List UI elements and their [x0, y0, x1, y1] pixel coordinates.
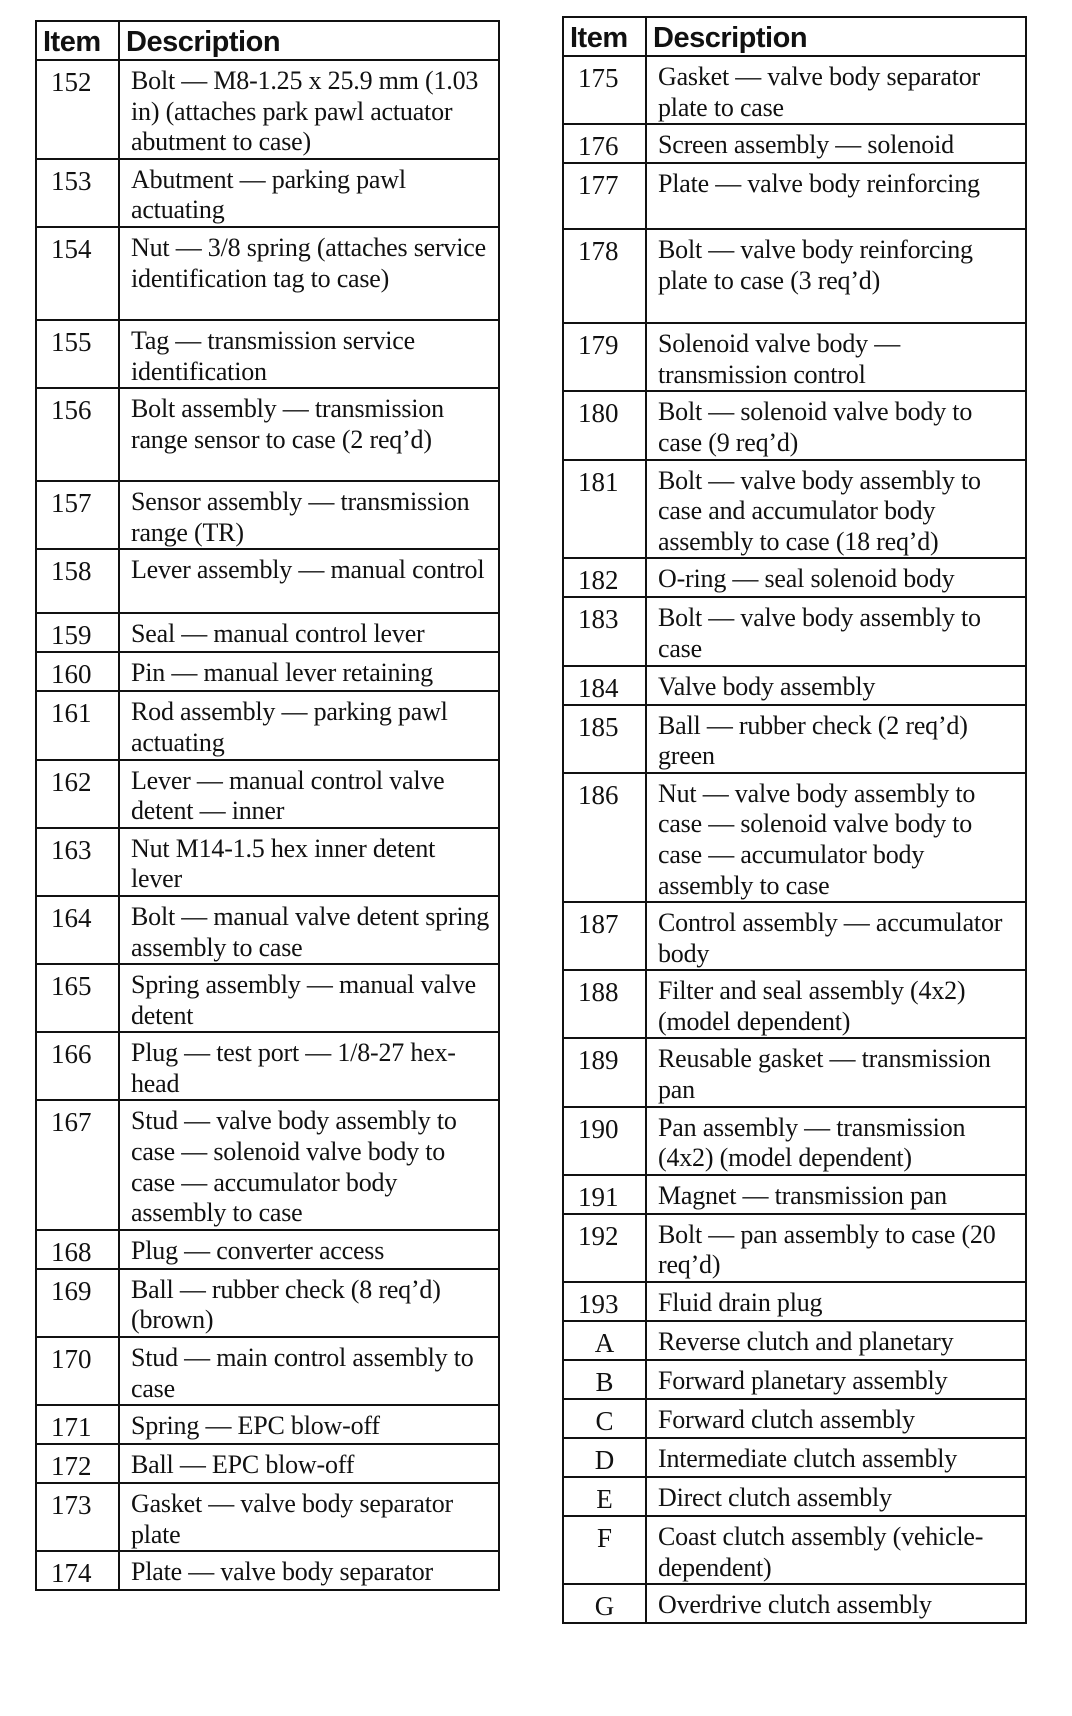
item-number: 152: [36, 60, 119, 159]
item-description: Stud — valve body assembly to case — solenoid valve body to case — accumulator body assembly to case: [119, 1100, 499, 1229]
item-number: 168: [36, 1230, 119, 1269]
item-description: Plate — valve body separator: [119, 1551, 499, 1590]
item-number: D: [563, 1438, 646, 1477]
item-description: Sensor assembly — transmission range (TR): [119, 481, 499, 549]
item-description: Bolt — valve body assembly to case and accumulator body assembly to case (18 req’d): [646, 460, 1026, 559]
item-number: 171: [36, 1405, 119, 1444]
item-description: Gasket — valve body separator plate to case: [646, 56, 1026, 124]
item-number: 170: [36, 1337, 119, 1405]
table-row: [563, 1438, 1026, 1477]
item-number: 174: [36, 1551, 119, 1590]
table-row: [563, 970, 1026, 1038]
table-row: [36, 1444, 499, 1483]
table-row: [563, 1584, 1026, 1623]
item-description: Nut — 3/8 spring (attaches service identification tag to case): [119, 227, 499, 320]
item-description: Reusable gasket — transmission pan: [646, 1038, 1026, 1106]
item-description: Rod assembly — parking pawl actuating: [119, 691, 499, 759]
item-description: Nut — valve body assembly to case — solenoid valve body to case — accumulator body assembly to case: [646, 773, 1026, 902]
item-description: Reverse clutch and planetary: [646, 1321, 1026, 1360]
table-row: [36, 1405, 499, 1444]
table-row: [563, 1038, 1026, 1106]
item-number: 154: [36, 227, 119, 320]
item-description: Spring — EPC blow-off: [119, 1405, 499, 1444]
table-row: [563, 124, 1026, 163]
item-description: Bolt assembly — transmission range sensor to case (2 req’d): [119, 388, 499, 481]
table-row: [563, 1477, 1026, 1516]
table-row: [563, 163, 1026, 229]
table-row: [563, 1107, 1026, 1175]
item-description: Spring assembly — manual valve detent: [119, 964, 499, 1032]
item-number: 156: [36, 388, 119, 481]
item-number: 182: [563, 558, 646, 597]
item-number: 175: [563, 56, 646, 124]
item-number: 163: [36, 828, 119, 896]
table-row: [36, 1100, 499, 1229]
item-description: Solenoid valve body — transmission control: [646, 323, 1026, 391]
item-description: Plug — converter access: [119, 1230, 499, 1269]
item-description: Lever assembly — manual control: [119, 549, 499, 613]
table-row: [36, 549, 499, 613]
item-description: Coast clutch assembly (vehicle-dependent): [646, 1516, 1026, 1584]
item-number: 160: [36, 652, 119, 691]
table-header-row: [563, 17, 1026, 56]
item-description: Seal — manual control lever: [119, 613, 499, 652]
item-number: 187: [563, 902, 646, 970]
table-row: [36, 760, 499, 828]
item-number: 167: [36, 1100, 119, 1229]
table-row: [563, 1175, 1026, 1214]
item-description: Overdrive clutch assembly: [646, 1584, 1026, 1623]
item-description: Pin — manual lever retaining: [119, 652, 499, 691]
item-number: 179: [563, 323, 646, 391]
table-row: [36, 60, 499, 159]
table-row: [563, 229, 1026, 323]
table-row: [563, 1321, 1026, 1360]
item-description: Intermediate clutch assembly: [646, 1438, 1026, 1477]
table-row: [36, 691, 499, 759]
item-description: Direct clutch assembly: [646, 1477, 1026, 1516]
table-row: [36, 1337, 499, 1405]
table-row: [36, 1269, 499, 1337]
table-row: [36, 652, 499, 691]
item-description: Magnet — transmission pan: [646, 1175, 1026, 1214]
item-number: 191: [563, 1175, 646, 1214]
item-number: 161: [36, 691, 119, 759]
table-row: [36, 1483, 499, 1551]
table-row: [36, 1032, 499, 1100]
table-row: [563, 1360, 1026, 1399]
table-row: [36, 828, 499, 896]
item-description: Pan assembly — transmission (4x2) (model dependent): [646, 1107, 1026, 1175]
table-row: [563, 558, 1026, 597]
item-number: 155: [36, 320, 119, 388]
item-description: Fluid drain plug: [646, 1282, 1026, 1321]
item-number: 176: [563, 124, 646, 163]
table-row: [36, 964, 499, 1032]
item-column-header: Item: [563, 17, 646, 56]
item-description: Bolt — manual valve detent spring assembly to case: [119, 896, 499, 964]
item-number: 183: [563, 597, 646, 665]
table-row: [36, 388, 499, 481]
table-row: [563, 56, 1026, 124]
item-number: 188: [563, 970, 646, 1038]
item-description: Nut M14-1.5 hex inner detent lever: [119, 828, 499, 896]
table-row: [36, 896, 499, 964]
item-description: Ball — rubber check (8 req’d) (brown): [119, 1269, 499, 1337]
parts-table-left: [35, 20, 500, 1591]
item-number: 159: [36, 613, 119, 652]
table-header-row: [36, 21, 499, 60]
item-description: Forward clutch assembly: [646, 1399, 1026, 1438]
table-row: [36, 613, 499, 652]
item-number: 177: [563, 163, 646, 229]
item-number: G: [563, 1584, 646, 1623]
item-number: 172: [36, 1444, 119, 1483]
table-row: [36, 1551, 499, 1590]
item-description: Stud — main control assembly to case: [119, 1337, 499, 1405]
item-description: Plug — test port — 1/8-27 hex-head: [119, 1032, 499, 1100]
item-number: 158: [36, 549, 119, 613]
table-row: [563, 1516, 1026, 1584]
item-description: O-ring — seal solenoid body: [646, 558, 1026, 597]
item-number: 165: [36, 964, 119, 1032]
item-description: Forward planetary assembly: [646, 1360, 1026, 1399]
item-description: Bolt — pan assembly to case (20 req’d): [646, 1214, 1026, 1282]
table-row: [36, 1230, 499, 1269]
item-description: Bolt — valve body assembly to case: [646, 597, 1026, 665]
item-description: Valve body assembly: [646, 666, 1026, 705]
item-number: 185: [563, 705, 646, 773]
item-description: Gasket — valve body separator plate: [119, 1483, 499, 1551]
description-column-header: Description: [119, 21, 499, 60]
parts-table-right: [562, 16, 1027, 1624]
item-number: 184: [563, 666, 646, 705]
item-number: 186: [563, 773, 646, 902]
item-description: Plate — valve body reinforcing: [646, 163, 1026, 229]
table-row: [36, 159, 499, 227]
item-description: Abutment — parking pawl actuating: [119, 159, 499, 227]
item-description: Bolt — M8-1.25 x 25.9 mm (1.03 in) (attaches park pawl actuator abutment to case): [119, 60, 499, 159]
table-row: [563, 1282, 1026, 1321]
table-row: [563, 597, 1026, 665]
item-description: Ball — EPC blow-off: [119, 1444, 499, 1483]
item-description: Bolt — valve body reinforcing plate to case (3 req’d): [646, 229, 1026, 323]
table-row: [36, 481, 499, 549]
description-column-header: Description: [646, 17, 1026, 56]
item-number: 178: [563, 229, 646, 323]
table-row: [563, 1399, 1026, 1438]
item-description: Filter and seal assembly (4x2) (model dependent): [646, 970, 1026, 1038]
item-number: A: [563, 1321, 646, 1360]
item-number: 153: [36, 159, 119, 227]
item-number: 169: [36, 1269, 119, 1337]
item-number: 192: [563, 1214, 646, 1282]
item-number: 180: [563, 391, 646, 459]
item-number: C: [563, 1399, 646, 1438]
table-row: [563, 391, 1026, 459]
item-description: Lever — manual control valve detent — inner: [119, 760, 499, 828]
item-number: 164: [36, 896, 119, 964]
item-number: 157: [36, 481, 119, 549]
table-row: [563, 460, 1026, 559]
item-number: 189: [563, 1038, 646, 1106]
item-number: E: [563, 1477, 646, 1516]
item-number: 181: [563, 460, 646, 559]
item-number: 173: [36, 1483, 119, 1551]
item-column-header: Item: [36, 21, 119, 60]
item-number: F: [563, 1516, 646, 1584]
item-description: Control assembly — accumulator body: [646, 902, 1026, 970]
table-row: [563, 666, 1026, 705]
table-row: [563, 705, 1026, 773]
table-row: [36, 320, 499, 388]
item-description: Tag — transmission service identification: [119, 320, 499, 388]
item-description: Bolt — solenoid valve body to case (9 req’d): [646, 391, 1026, 459]
table-row: [563, 323, 1026, 391]
table-row: [563, 902, 1026, 970]
item-description: Screen assembly — solenoid: [646, 124, 1026, 163]
item-number: 166: [36, 1032, 119, 1100]
table-row: [36, 227, 499, 320]
item-description: Ball — rubber check (2 req’d) green: [646, 705, 1026, 773]
item-number: 162: [36, 760, 119, 828]
item-number: 193: [563, 1282, 646, 1321]
item-number: 190: [563, 1107, 646, 1175]
item-number: B: [563, 1360, 646, 1399]
table-row: [563, 1214, 1026, 1282]
table-row: [563, 773, 1026, 902]
